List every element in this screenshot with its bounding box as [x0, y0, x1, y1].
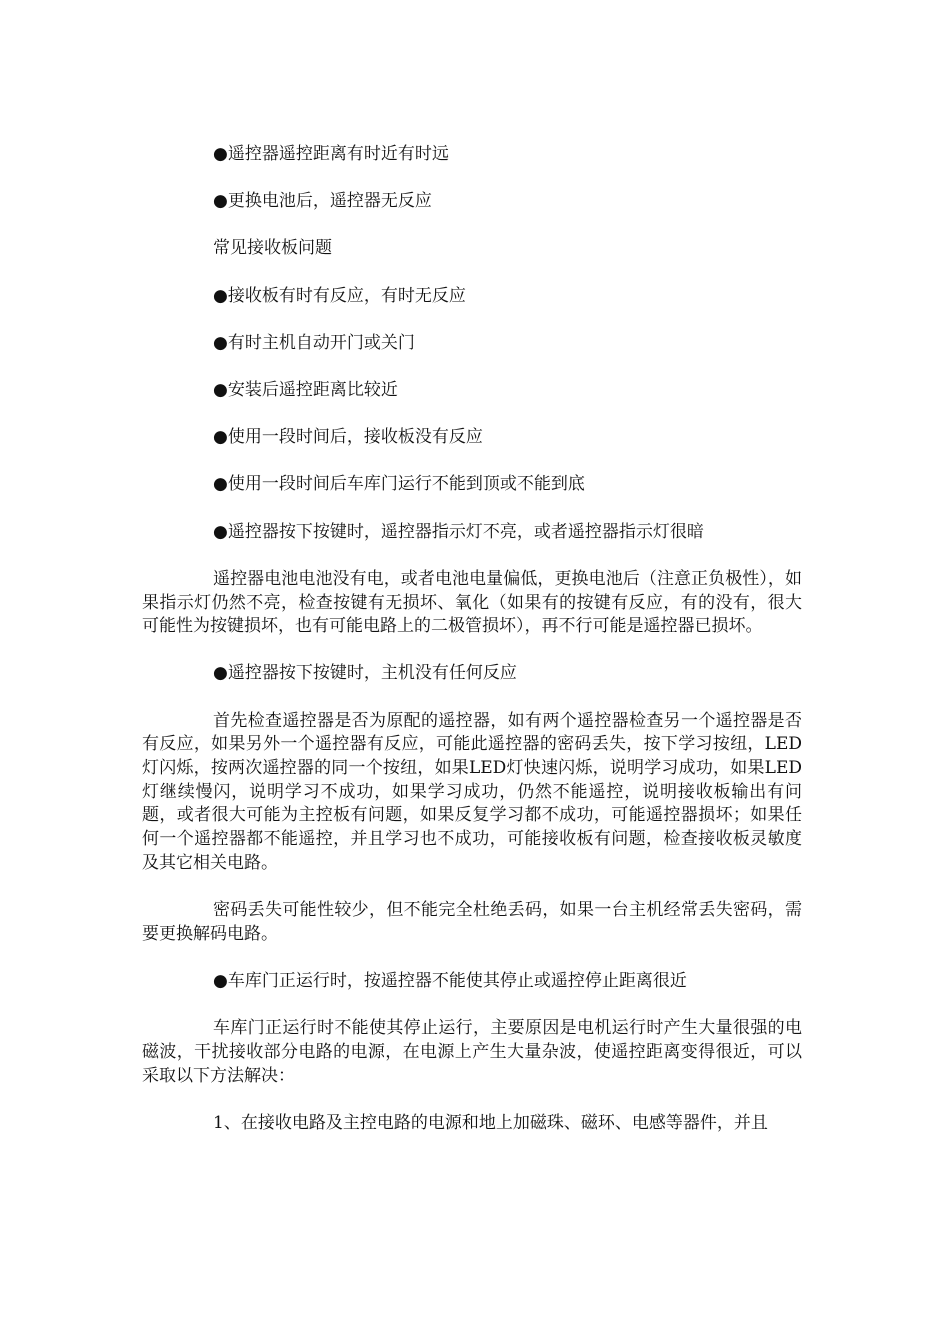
- paragraph-check-remote-pairing: 首先检查遥控器是否为原配的遥控器，如有两个遥控器检查另一个遥控器是否有反应，如果另外一个遥控器有反应，可能此遥控器的密码丢失，按下学习按纽，LED灯闪烁，按两次遥控器的同一个按纽，如果LED灯快速闪烁，说明学习成功，如果LED灯继续慢闪，说明学习不成功，如果学习成功，仍然不能遥控，说明接收板输出有问题，或者很大可能为主控板有问题，如果反复学习都不成功，可能遥控器损坏；如果任何一个遥控器都不能遥控，并且学习也不成功，可能接收板有问题，检查接收板灵敏度及其它相关电路。: [142, 710, 802, 873]
- bullet-item-receiver-intermittent: ●接收板有时有反应，有时无反应: [213, 285, 466, 306]
- bullet-item-receiver-no-response: ●使用一段时间后，接收板没有反应: [213, 427, 483, 448]
- bullet-item-short-range-after-install: ●安装后遥控距离比较近: [213, 380, 398, 401]
- bullet-item-no-response-after-battery: ●更换电池后，遥控器无反应: [213, 191, 432, 212]
- paragraph-code-loss: 密码丢失可能性较少，但不能完全杜绝丢码，如果一台主机经常丢失密码，需要更换解码电路。: [142, 900, 802, 944]
- paragraph-battery-check: 遥控器电池电池没有电，或者电池电量偏低，更换电池后（注意正负极性），如果指示灯仍然不亮，检查按键有无损坏、氧化（如果有的按键有反应，有的没有，很大可能性为按键损坏，也有可能电路上的二极管损坏），再不行可能是遥控器已损坏。: [142, 568, 802, 637]
- bullet-item-door-travel-limit: ●使用一段时间后车库门运行不能到顶或不能到底: [213, 474, 585, 495]
- bullet-item-host-no-response: ●遥控器按下按键时，主机没有任何反应: [213, 663, 517, 684]
- bullet-item-remote-range-varies: ●遥控器遥控距离有时近有时远: [213, 144, 449, 164]
- document-body: [142, 143, 802, 1159]
- bullet-item-indicator-light: ●遥控器按下按键时，遥控器指示灯不亮，或者遥控器指示灯很暗: [213, 521, 704, 542]
- section-heading-receiver-problems: 常见接收板问题: [213, 238, 332, 259]
- paragraph-solution-step-1: 1、在接收电路及主控电路的电源和地上加磁珠、磁环、电感等器件，并且: [213, 1112, 768, 1133]
- bullet-item-cannot-stop-door: ●车库门正运行时，按遥控器不能使其停止或遥控停止距离很近: [213, 970, 687, 991]
- bullet-item-auto-open-close: ●有时主机自动开门或关门: [213, 332, 415, 353]
- paragraph-electromagnetic-interference: 车库门正运行时不能使其停止运行，主要原因是电机运行时产生大量很强的电磁波，干扰接收部分电路的电源，在电源上产生大量杂波，使遥控距离变得很近，可以采取以下方法解决：: [142, 1018, 802, 1086]
